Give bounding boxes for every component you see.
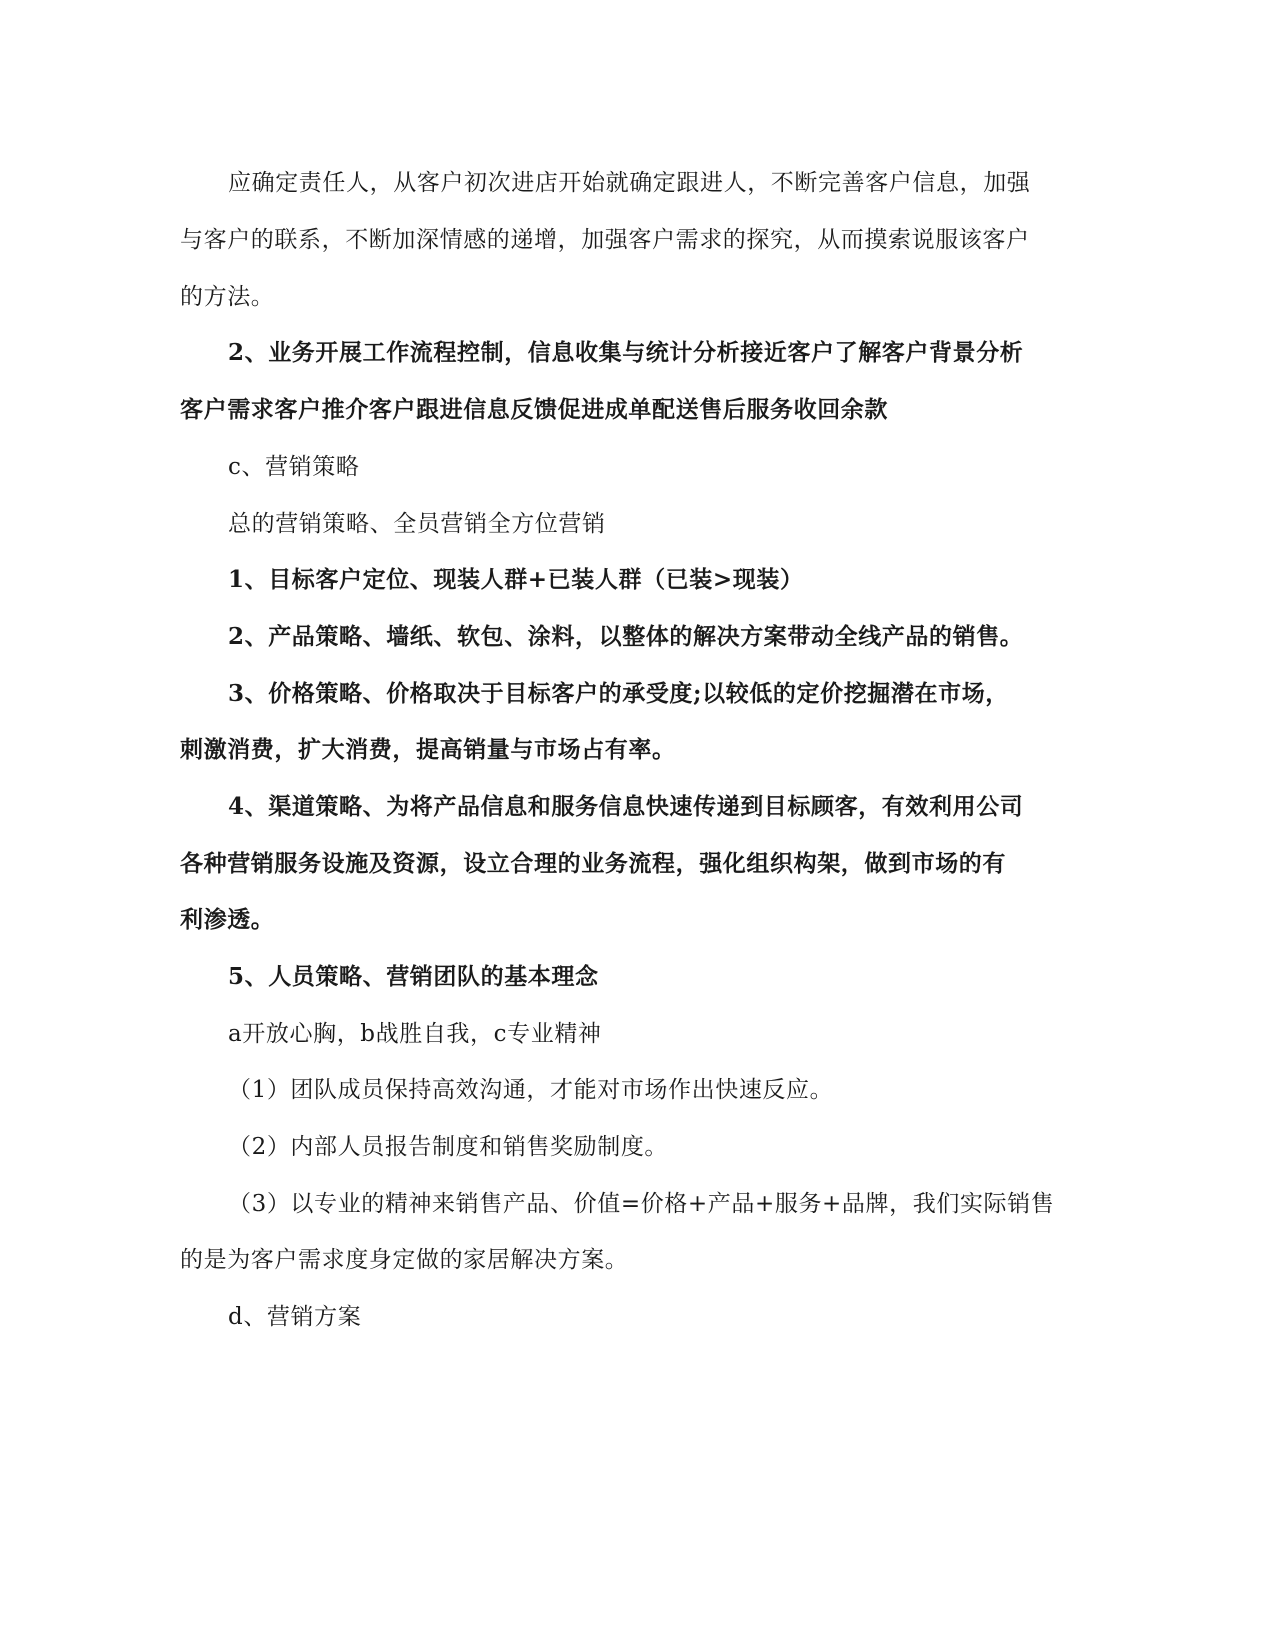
strategy-item-2: 2、产品策略、墙纸、软包、涂料，以整体的解决方案带动全线产品的销售。 <box>228 623 1024 650</box>
overall-strategy-line: 总的营销策略、全员营销全方位营销 <box>228 511 606 537</box>
section-heading-workflow: 2、业务开展工作流程控制，信息收集与统计分析接近客户了解客户背景分析 <box>228 339 1024 366</box>
strategy-item-5: 5、人员策略、营销团队的基本理念 <box>228 963 599 990</box>
strategy-item-1: 1、目标客户定位、现装人群+已装人群（已装>现装） <box>228 566 804 593</box>
strategy-item-4: 4、渠道策略、为将产品信息和服务信息快速传递到目标顾客，有效利用公司 <box>228 793 1024 820</box>
body-paragraph-line: 与客户的联系，不断加深情感的递增，加强客户需求的探究，从而摸索说服该客户 <box>180 227 1030 253</box>
strategy-item-3: 3、价格策略、价格取决于目标客户的承受度;以较低的定价挖掘潜在市场， <box>228 680 1009 707</box>
body-paragraph-line: 的方法。 <box>180 284 275 310</box>
strategy-item-3-cont: 刺激消费，扩大消费，提高销量与市场占有率。 <box>180 736 676 763</box>
team-point-3-cont: 的是为客户需求度身定做的家居解决方案。 <box>180 1247 629 1273</box>
section-heading-marketing-strategy: c、营销策略 <box>228 454 360 480</box>
team-point-2: （2）内部人员报告制度和销售奖励制度。 <box>228 1134 669 1160</box>
strategy-item-4-cont: 各种营销服务设施及资源，设立合理的业务流程，强化组织构架，做到市场的有 <box>180 850 1006 877</box>
section-heading-workflow-cont: 客户需求客户推介客户跟进信息反馈促进成单配送售后服务收回余款 <box>180 396 888 423</box>
team-point-1: （1）团队成员保持高效沟通，才能对市场作出快速反应。 <box>228 1077 834 1103</box>
team-principles-line: a开放心胸，b战胜自我，c专业精神 <box>228 1021 602 1047</box>
body-paragraph-line: 应确定责任人，从客户初次进店开始就确定跟进人，不断完善客户信息，加强 <box>228 170 1031 196</box>
section-heading-marketing-plan: d、营销方案 <box>228 1304 362 1330</box>
team-point-3: （3）以专业的精神来销售产品、价值=价格+产品+服务+品牌，我们实际销售 <box>228 1191 1055 1217</box>
strategy-item-4-cont: 利渗透。 <box>180 906 275 933</box>
